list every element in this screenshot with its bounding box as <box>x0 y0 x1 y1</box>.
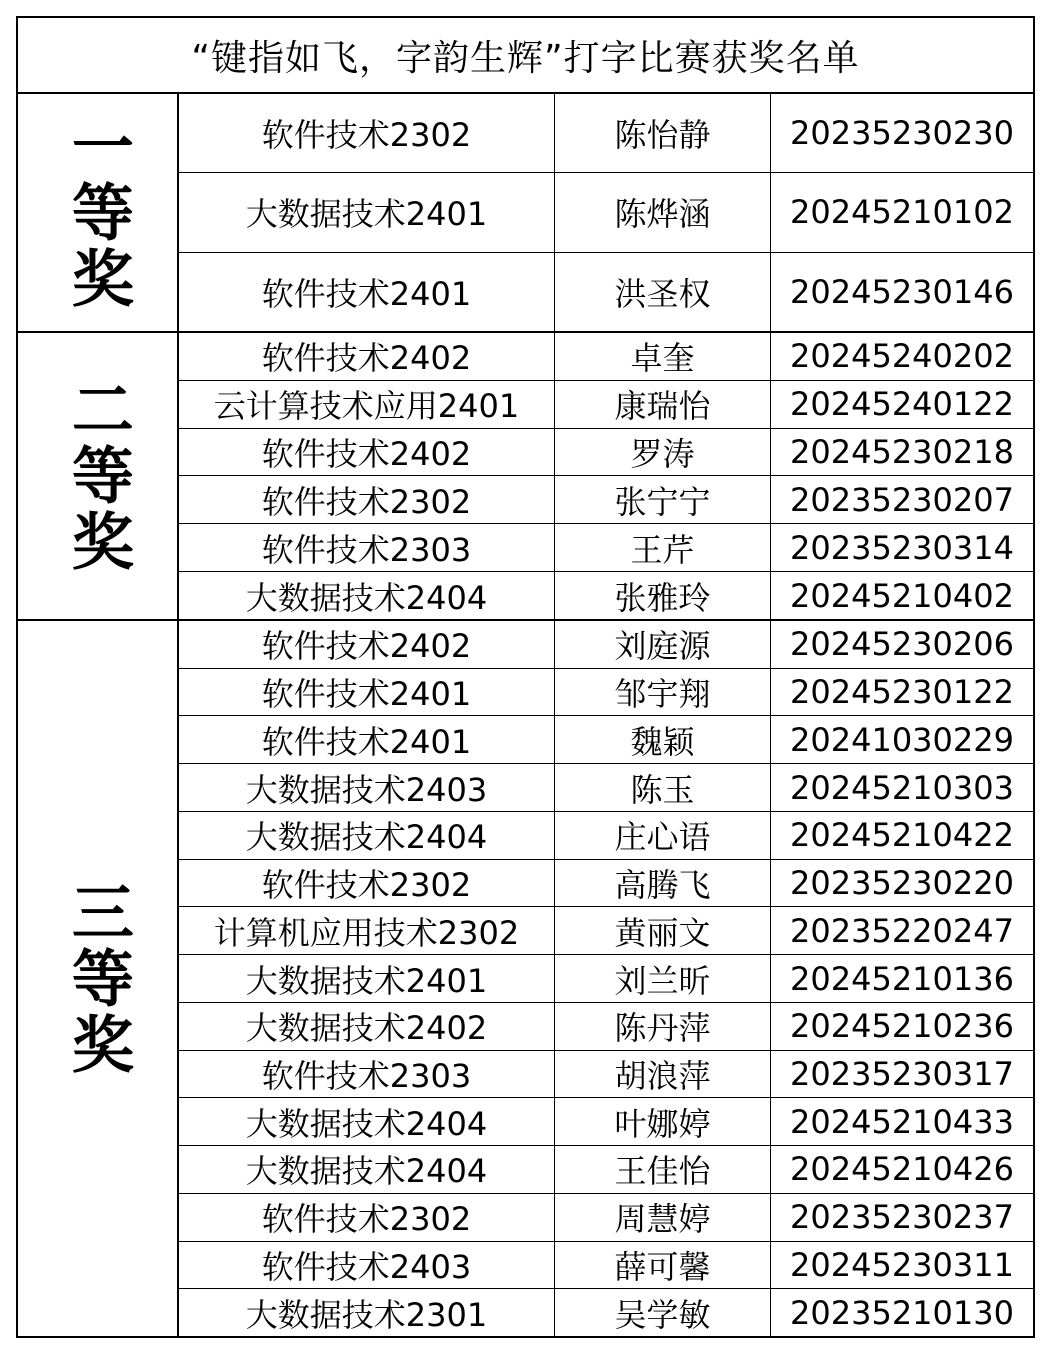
table-row <box>179 523 1033 571</box>
table-row <box>179 428 1033 476</box>
tier-label-text: 三等奖 <box>61 879 135 1078</box>
student-id-cell: 20245230122 <box>790 673 1014 712</box>
tier-rows <box>179 333 1033 619</box>
tier-second-prize <box>18 331 1033 619</box>
student-id-cell: 20235230237 <box>790 1198 1014 1237</box>
student-id-cell: 20245230206 <box>790 625 1014 664</box>
class-cell: 大数据技术2401 <box>179 955 555 1002</box>
name-cell: 黄丽文 <box>555 907 771 954</box>
class-cell: 软件技术2303 <box>179 1051 555 1098</box>
name-cell: 卓奎 <box>555 333 771 380</box>
class-cell: 大数据技术2401 <box>179 173 555 251</box>
student-id-cell: 20245210236 <box>790 1007 1014 1046</box>
class-cell: 云计算技术应用2401 <box>179 381 555 428</box>
name-cell: 陈丹萍 <box>555 1003 771 1050</box>
class-cell: 软件技术2402 <box>179 429 555 476</box>
table-row <box>179 715 1033 763</box>
class-cell: 软件技术2401 <box>179 716 555 763</box>
class-cell: 软件技术2302 <box>179 1194 555 1241</box>
table-row <box>179 1097 1033 1145</box>
name-cell: 邹宇翔 <box>555 669 771 716</box>
student-id-cell: 20245240202 <box>790 337 1014 376</box>
student-id-cell: 20245210422 <box>790 816 1014 855</box>
class-cell: 大数据技术2403 <box>179 764 555 811</box>
name-cell: 罗涛 <box>555 429 771 476</box>
table-row <box>179 906 1033 954</box>
tier-first-prize <box>18 94 1033 331</box>
table-title: “键指如飞，字韵生辉”打字比赛获奖名单 <box>18 18 1033 94</box>
table-row <box>179 1241 1033 1289</box>
table-row <box>179 571 1033 619</box>
name-cell: 陈玉 <box>555 764 771 811</box>
student-id-cell: 20245210102 <box>790 193 1014 232</box>
name-cell: 叶娜婷 <box>555 1098 771 1145</box>
name-cell: 张雅玲 <box>555 572 771 619</box>
class-cell: 大数据技术2404 <box>179 812 555 859</box>
student-id-cell: 20235230314 <box>790 528 1014 567</box>
table-row <box>179 954 1033 1002</box>
table-row <box>179 1145 1033 1193</box>
name-cell: 洪圣权 <box>555 253 771 331</box>
student-id-cell: 20245240122 <box>790 385 1014 424</box>
tier-label <box>18 94 179 331</box>
tier-rows <box>179 94 1033 331</box>
tier-third-prize <box>18 619 1033 1336</box>
class-cell: 软件技术2302 <box>179 94 555 172</box>
table-row <box>179 252 1033 331</box>
class-cell: 大数据技术2404 <box>179 1098 555 1145</box>
table-row <box>179 94 1033 172</box>
table-row <box>179 1193 1033 1241</box>
table-row <box>179 621 1033 668</box>
name-cell: 胡浪萍 <box>555 1051 771 1098</box>
student-id-cell: 20235210130 <box>790 1293 1014 1332</box>
class-cell: 软件技术2302 <box>179 476 555 523</box>
student-id-cell: 20235230317 <box>790 1054 1014 1093</box>
class-cell: 软件技术2401 <box>179 669 555 716</box>
name-cell: 魏颖 <box>555 716 771 763</box>
class-cell: 大数据技术2404 <box>179 1146 555 1193</box>
student-id-cell: 20241030229 <box>790 720 1014 759</box>
table-row <box>179 668 1033 716</box>
student-id-cell: 20245230311 <box>790 1245 1014 1284</box>
table-row <box>179 859 1033 907</box>
class-cell: 大数据技术2402 <box>179 1003 555 1050</box>
name-cell: 刘庭源 <box>555 621 771 668</box>
class-cell: 大数据技术2301 <box>179 1289 555 1336</box>
student-id-cell: 20235220247 <box>790 911 1014 950</box>
table-row <box>179 1002 1033 1050</box>
name-cell: 王芹 <box>555 524 771 571</box>
table-row <box>179 1288 1033 1336</box>
student-id-cell: 20245210136 <box>790 959 1014 998</box>
name-cell: 王佳怡 <box>555 1146 771 1193</box>
name-cell: 薛可馨 <box>555 1242 771 1289</box>
student-id-cell: 20245210426 <box>790 1150 1014 1189</box>
class-cell: 计算机应用技术2302 <box>179 907 555 954</box>
tier-label <box>18 333 179 619</box>
student-id-cell: 20245230218 <box>790 433 1014 472</box>
name-cell: 刘兰昕 <box>555 955 771 1002</box>
class-cell: 软件技术2303 <box>179 524 555 571</box>
tier-label-text: 二等奖 <box>61 377 135 575</box>
name-cell: 陈怡静 <box>555 94 771 172</box>
name-cell: 康瑞怡 <box>555 381 771 428</box>
table-row <box>179 1050 1033 1098</box>
table-row <box>179 333 1033 380</box>
student-id-cell: 20245230146 <box>790 272 1014 311</box>
table-row <box>179 763 1033 811</box>
name-cell: 庄心语 <box>555 812 771 859</box>
student-id-cell: 20245210402 <box>790 576 1014 615</box>
tier-label <box>18 621 179 1336</box>
award-list-table <box>16 16 1035 1338</box>
table-row <box>179 172 1033 251</box>
name-cell: 高腾飞 <box>555 860 771 907</box>
name-cell: 吴学敏 <box>555 1289 771 1336</box>
class-cell: 软件技术2403 <box>179 1242 555 1289</box>
table-row <box>179 811 1033 859</box>
student-id-cell: 20235230207 <box>790 480 1014 519</box>
class-cell: 软件技术2401 <box>179 253 555 331</box>
tier-rows <box>179 621 1033 1336</box>
name-cell: 周慧婷 <box>555 1194 771 1241</box>
student-id-cell: 20245210303 <box>790 768 1014 807</box>
student-id-cell: 20235230230 <box>790 114 1014 153</box>
class-cell: 软件技术2402 <box>179 621 555 668</box>
tier-label-text: 一等奖 <box>61 113 135 312</box>
class-cell: 大数据技术2404 <box>179 572 555 619</box>
class-cell: 软件技术2402 <box>179 333 555 380</box>
table-row <box>179 475 1033 523</box>
name-cell: 陈烨涵 <box>555 173 771 251</box>
student-id-cell: 20245210433 <box>790 1102 1014 1141</box>
class-cell: 软件技术2302 <box>179 860 555 907</box>
student-id-cell: 20235230220 <box>790 864 1014 903</box>
name-cell: 张宁宁 <box>555 476 771 523</box>
table-row <box>179 380 1033 428</box>
